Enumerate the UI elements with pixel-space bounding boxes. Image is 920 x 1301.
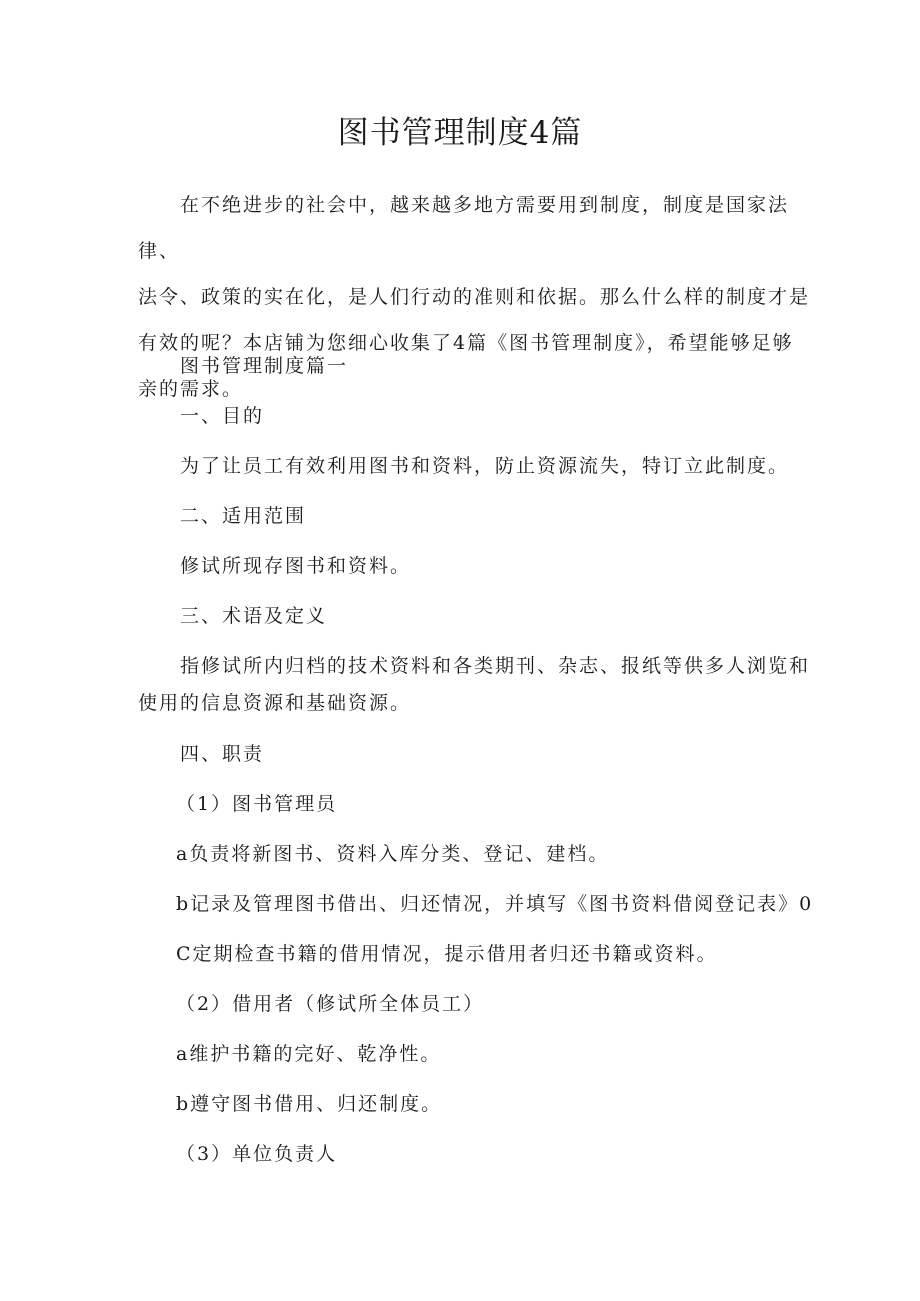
section-heading-part-one: 图书管理制度篇一 [180, 355, 349, 377]
document-title: 图书管理制度4篇 [337, 115, 583, 151]
subheading-librarian: （1）图书管理员 [176, 793, 338, 815]
list-item: a维护书籍的完好、乾净性。 [176, 1043, 442, 1065]
heading-responsibilities: 四、职责 [180, 743, 265, 765]
paragraph-definitions-line: 指修试所内归档的技术资料和各类期刊、杂志、报纸等供多人浏览和 [180, 655, 811, 677]
list-item: C定期检查书籍的借用情况，提示借用者归还书籍或资料。 [176, 943, 718, 965]
list-item: b遵守图书借用、归还制度。 [176, 1093, 443, 1115]
paragraph-scope: 修试所现存图书和资料。 [180, 555, 412, 577]
paragraph-definitions-line: 使用的信息资源和基础资源。 [138, 692, 412, 714]
intro-line: 在不绝进步的社会中，越来越多地方需要用到制度，制度是国家法律、 [138, 194, 790, 262]
list-item: b记录及管理图书借出、归还情况，并填写《图书资料借阅登记表》0 [176, 893, 814, 915]
subheading-borrower: （2）借用者（修试所全体员工） [176, 993, 485, 1015]
heading-purpose: 一、目的 [180, 405, 265, 427]
subheading-unit-head: （3）单位负责人 [176, 1143, 338, 1165]
paragraph-purpose: 为了让员工有效利用图书和资料，防止资源流失，特订立此制度。 [180, 455, 790, 477]
intro-line: 有效的呢？本店铺为您细心收集了4篇《图书管理制度》，希望能够足够 [138, 332, 794, 354]
intro-line: 亲的需求。 [138, 378, 244, 400]
intro-line: 法令、政策的实在化，是人们行动的准则和依据。那么什么样的制度才是 [138, 286, 811, 308]
heading-definitions: 三、术语及定义 [180, 605, 328, 627]
list-item: a负责将新图书、资料入库分类、登记、建档。 [176, 843, 610, 865]
heading-scope: 二、适用范围 [180, 505, 307, 527]
